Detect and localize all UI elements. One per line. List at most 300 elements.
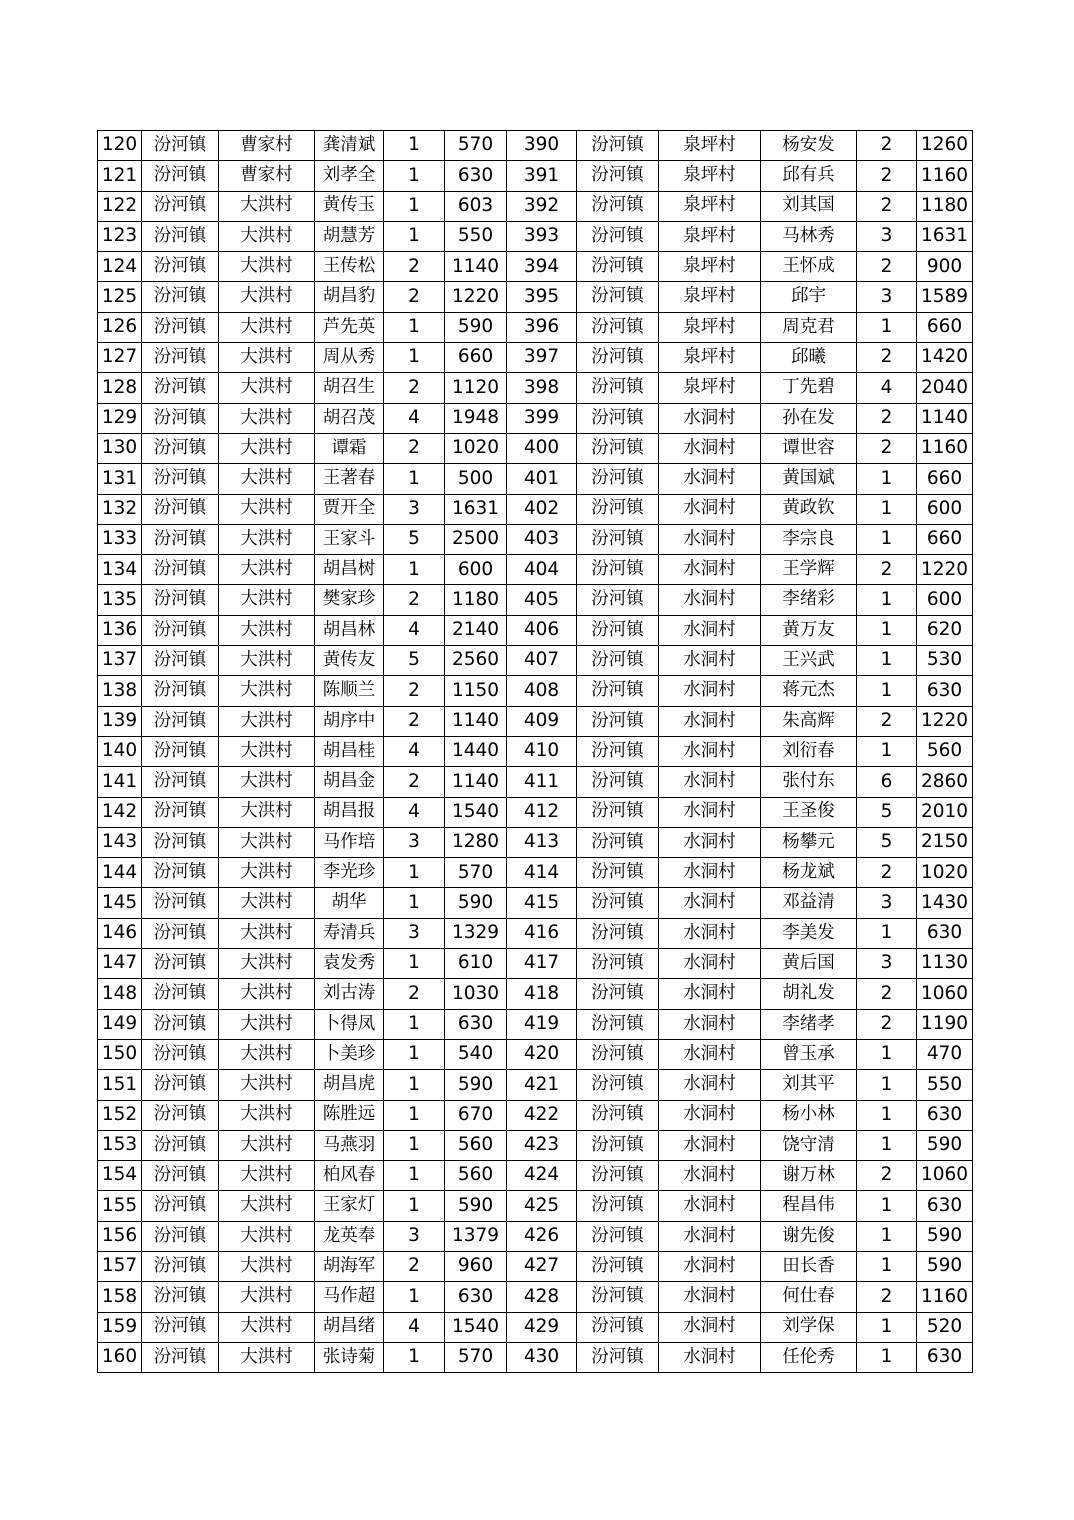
table-row (98, 312, 973, 342)
cell-town: 汾河镇 (577, 373, 659, 403)
cell-village: 大洪村 (219, 221, 315, 251)
table-row (98, 1191, 973, 1221)
cell-row-number: 130 (98, 433, 142, 463)
table-row (98, 252, 973, 282)
cell-town: 汾河镇 (577, 1100, 659, 1130)
cell-town: 汾河镇 (142, 646, 219, 676)
cell-amount: 600 (917, 494, 973, 524)
cell-amount: 500 (445, 464, 507, 494)
cell-amount: 620 (917, 615, 973, 645)
cell-village: 大洪村 (219, 888, 315, 918)
cell-name: 胡昌桂 (315, 736, 384, 766)
cell-household-count: 1 (384, 191, 445, 221)
cell-name: 马燕羽 (315, 1130, 384, 1160)
cell-village: 大洪村 (219, 615, 315, 645)
cell-household-count: 1 (857, 312, 917, 342)
cell-village: 水洞村 (659, 979, 761, 1009)
cell-household-count: 2 (857, 1009, 917, 1039)
cell-town: 汾河镇 (142, 555, 219, 585)
cell-row-number: 131 (98, 464, 142, 494)
cell-amount: 470 (917, 1039, 973, 1069)
cell-name: 胡昌树 (315, 555, 384, 585)
cell-village: 水洞村 (659, 918, 761, 948)
cell-village: 水洞村 (659, 1221, 761, 1251)
cell-name: 马作培 (315, 827, 384, 857)
cell-amount: 540 (445, 1039, 507, 1069)
table-row (98, 646, 973, 676)
cell-village: 大洪村 (219, 1161, 315, 1191)
cell-village: 水洞村 (659, 858, 761, 888)
cell-town: 汾河镇 (142, 464, 219, 494)
cell-amount: 1030 (445, 979, 507, 1009)
cell-household-count: 1 (857, 524, 917, 554)
cell-village: 水洞村 (659, 555, 761, 585)
cell-amount: 2010 (917, 797, 973, 827)
cell-town: 汾河镇 (577, 797, 659, 827)
cell-name: 贾开全 (315, 494, 384, 524)
cell-name: 孙在发 (761, 403, 857, 433)
cell-amount: 630 (445, 1282, 507, 1312)
cell-amount: 630 (917, 1191, 973, 1221)
cell-amount: 1220 (445, 282, 507, 312)
cell-row-number: 420 (507, 1039, 577, 1069)
cell-row-number: 158 (98, 1282, 142, 1312)
cell-village: 大洪村 (219, 282, 315, 312)
cell-town: 汾河镇 (577, 1161, 659, 1191)
cell-row-number: 160 (98, 1342, 142, 1372)
cell-amount: 630 (917, 918, 973, 948)
cell-name: 杨小林 (761, 1100, 857, 1130)
cell-village: 水洞村 (659, 1100, 761, 1130)
cell-town: 汾河镇 (142, 1070, 219, 1100)
cell-town: 汾河镇 (142, 1221, 219, 1251)
cell-household-count: 5 (384, 524, 445, 554)
table-row (98, 161, 973, 191)
cell-town: 汾河镇 (142, 524, 219, 554)
cell-name: 李光珍 (315, 858, 384, 888)
cell-town: 汾河镇 (577, 676, 659, 706)
cell-amount: 560 (445, 1130, 507, 1160)
cell-row-number: 150 (98, 1039, 142, 1069)
cell-row-number: 132 (98, 494, 142, 524)
cell-name: 刘其国 (761, 191, 857, 221)
cell-village: 水洞村 (659, 1009, 761, 1039)
cell-amount: 1060 (917, 1161, 973, 1191)
cell-household-count: 1 (857, 1039, 917, 1069)
cell-village: 水洞村 (659, 1251, 761, 1281)
cell-row-number: 123 (98, 221, 142, 251)
cell-village: 水洞村 (659, 524, 761, 554)
cell-name: 邱宇 (761, 282, 857, 312)
cell-row-number: 427 (507, 1251, 577, 1281)
cell-name: 李绪孝 (761, 1009, 857, 1039)
cell-amount: 900 (917, 252, 973, 282)
cell-village: 水洞村 (659, 676, 761, 706)
table-row (98, 524, 973, 554)
cell-row-number: 415 (507, 888, 577, 918)
cell-row-number: 417 (507, 949, 577, 979)
cell-town: 汾河镇 (577, 191, 659, 221)
cell-row-number: 128 (98, 373, 142, 403)
cell-name: 王家灯 (315, 1191, 384, 1221)
cell-town: 汾河镇 (142, 161, 219, 191)
cell-name: 李绪彩 (761, 585, 857, 615)
cell-household-count: 4 (384, 736, 445, 766)
cell-name: 马作超 (315, 1282, 384, 1312)
cell-town: 汾河镇 (577, 1221, 659, 1251)
cell-household-count: 2 (857, 1282, 917, 1312)
cell-row-number: 133 (98, 524, 142, 554)
cell-town: 汾河镇 (142, 949, 219, 979)
cell-household-count: 1 (857, 1251, 917, 1281)
cell-town: 汾河镇 (142, 252, 219, 282)
cell-town: 汾河镇 (577, 767, 659, 797)
cell-name: 丁先碧 (761, 373, 857, 403)
cell-amount: 1020 (917, 858, 973, 888)
cell-row-number: 145 (98, 888, 142, 918)
cell-amount: 660 (917, 524, 973, 554)
table-row (98, 1130, 973, 1160)
cell-household-count: 1 (384, 131, 445, 161)
cell-town: 汾河镇 (577, 585, 659, 615)
cell-town: 汾河镇 (142, 1039, 219, 1069)
cell-amount: 1260 (917, 131, 973, 161)
cell-row-number: 144 (98, 858, 142, 888)
cell-row-number: 156 (98, 1221, 142, 1251)
cell-row-number: 391 (507, 161, 577, 191)
table-row (98, 191, 973, 221)
cell-amount: 630 (445, 161, 507, 191)
cell-town: 汾河镇 (142, 433, 219, 463)
cell-name: 王怀成 (761, 252, 857, 282)
cell-amount: 590 (445, 1191, 507, 1221)
cell-village: 水洞村 (659, 403, 761, 433)
cell-household-count: 4 (857, 373, 917, 403)
cell-amount: 600 (445, 555, 507, 585)
cell-household-count: 1 (857, 1070, 917, 1100)
cell-village: 大洪村 (219, 524, 315, 554)
cell-row-number: 149 (98, 1009, 142, 1039)
cell-town: 汾河镇 (142, 797, 219, 827)
cell-town: 汾河镇 (577, 464, 659, 494)
cell-name: 张付东 (761, 767, 857, 797)
cell-town: 汾河镇 (142, 221, 219, 251)
cell-household-count: 2 (384, 676, 445, 706)
cell-household-count: 1 (384, 1100, 445, 1130)
table-row (98, 736, 973, 766)
cell-village: 大洪村 (219, 1221, 315, 1251)
table-row (98, 131, 973, 161)
cell-row-number: 406 (507, 615, 577, 645)
cell-village: 水洞村 (659, 1342, 761, 1372)
table-row (98, 373, 973, 403)
cell-amount: 630 (917, 676, 973, 706)
cell-household-count: 1 (857, 1100, 917, 1130)
cell-household-count: 1 (857, 646, 917, 676)
cell-row-number: 124 (98, 252, 142, 282)
cell-town: 汾河镇 (577, 736, 659, 766)
cell-village: 大洪村 (219, 736, 315, 766)
cell-village: 大洪村 (219, 676, 315, 706)
cell-household-count: 1 (384, 888, 445, 918)
table-row (98, 949, 973, 979)
cell-town: 汾河镇 (142, 1100, 219, 1130)
cell-household-count: 1 (857, 1342, 917, 1372)
table-row (98, 918, 973, 948)
cell-amount: 590 (917, 1130, 973, 1160)
cell-name: 田长香 (761, 1251, 857, 1281)
table-row (98, 221, 973, 251)
cell-row-number: 125 (98, 282, 142, 312)
cell-village: 水洞村 (659, 615, 761, 645)
cell-household-count: 1 (384, 161, 445, 191)
cell-household-count: 2 (857, 433, 917, 463)
cell-household-count: 2 (384, 706, 445, 736)
cell-row-number: 402 (507, 494, 577, 524)
cell-name: 程昌伟 (761, 1191, 857, 1221)
cell-town: 汾河镇 (142, 403, 219, 433)
cell-household-count: 6 (857, 767, 917, 797)
cell-name: 龚清斌 (315, 131, 384, 161)
table-row (98, 767, 973, 797)
cell-village: 大洪村 (219, 858, 315, 888)
cell-village: 大洪村 (219, 191, 315, 221)
cell-name: 谢万林 (761, 1161, 857, 1191)
cell-name: 谭世容 (761, 433, 857, 463)
cell-household-count: 1 (384, 1130, 445, 1160)
cell-amount: 660 (917, 312, 973, 342)
cell-household-count: 3 (384, 827, 445, 857)
cell-village: 水洞村 (659, 949, 761, 979)
cell-village: 水洞村 (659, 706, 761, 736)
cell-village: 大洪村 (219, 706, 315, 736)
cell-town: 汾河镇 (577, 1312, 659, 1342)
cell-row-number: 148 (98, 979, 142, 1009)
cell-town: 汾河镇 (577, 131, 659, 161)
cell-village: 大洪村 (219, 1130, 315, 1160)
cell-row-number: 151 (98, 1070, 142, 1100)
table-row (98, 1342, 973, 1372)
cell-amount: 1540 (445, 797, 507, 827)
cell-household-count: 1 (384, 1161, 445, 1191)
cell-village: 水洞村 (659, 433, 761, 463)
cell-household-count: 2 (857, 252, 917, 282)
cell-amount: 1140 (917, 403, 973, 433)
cell-amount: 610 (445, 949, 507, 979)
cell-amount: 1430 (917, 888, 973, 918)
cell-village: 泉坪村 (659, 191, 761, 221)
cell-amount: 1190 (917, 1009, 973, 1039)
cell-amount: 1440 (445, 736, 507, 766)
cell-household-count: 1 (384, 555, 445, 585)
cell-village: 泉坪村 (659, 343, 761, 373)
cell-village: 水洞村 (659, 827, 761, 857)
cell-row-number: 424 (507, 1161, 577, 1191)
cell-town: 汾河镇 (142, 191, 219, 221)
cell-village: 大洪村 (219, 373, 315, 403)
cell-village: 大洪村 (219, 494, 315, 524)
cell-village: 泉坪村 (659, 161, 761, 191)
cell-amount: 590 (445, 1070, 507, 1100)
cell-row-number: 135 (98, 585, 142, 615)
cell-town: 汾河镇 (142, 706, 219, 736)
cell-name: 黄后国 (761, 949, 857, 979)
cell-row-number: 401 (507, 464, 577, 494)
cell-town: 汾河镇 (142, 282, 219, 312)
cell-village: 曹家村 (219, 161, 315, 191)
cell-household-count: 1 (384, 312, 445, 342)
cell-household-count: 1 (857, 736, 917, 766)
cell-amount: 1160 (917, 161, 973, 191)
cell-name: 胡召生 (315, 373, 384, 403)
cell-row-number: 121 (98, 161, 142, 191)
cell-household-count: 1 (857, 676, 917, 706)
cell-row-number: 129 (98, 403, 142, 433)
cell-town: 汾河镇 (577, 979, 659, 1009)
cell-amount: 1120 (445, 373, 507, 403)
cell-village: 泉坪村 (659, 221, 761, 251)
cell-village: 泉坪村 (659, 312, 761, 342)
cell-town: 汾河镇 (142, 827, 219, 857)
cell-household-count: 2 (857, 403, 917, 433)
cell-household-count: 2 (384, 373, 445, 403)
cell-amount: 570 (445, 858, 507, 888)
cell-village: 大洪村 (219, 1100, 315, 1130)
cell-household-count: 1 (857, 585, 917, 615)
cell-amount: 1948 (445, 403, 507, 433)
cell-village: 大洪村 (219, 555, 315, 585)
table-row (98, 1221, 973, 1251)
cell-town: 汾河镇 (142, 1282, 219, 1312)
cell-village: 大洪村 (219, 1282, 315, 1312)
cell-row-number: 409 (507, 706, 577, 736)
cell-amount: 1540 (445, 1312, 507, 1342)
cell-town: 汾河镇 (577, 706, 659, 736)
cell-town: 汾河镇 (577, 1070, 659, 1100)
cell-household-count: 1 (857, 1312, 917, 1342)
cell-amount: 1140 (445, 767, 507, 797)
cell-town: 汾河镇 (577, 312, 659, 342)
cell-amount: 1150 (445, 676, 507, 706)
cell-name: 寿清兵 (315, 918, 384, 948)
cell-town: 汾河镇 (142, 343, 219, 373)
cell-name: 胡昌绪 (315, 1312, 384, 1342)
cell-village: 水洞村 (659, 797, 761, 827)
cell-town: 汾河镇 (577, 161, 659, 191)
cell-name: 蒋元杰 (761, 676, 857, 706)
cell-name: 胡昌报 (315, 797, 384, 827)
cell-row-number: 412 (507, 797, 577, 827)
cell-town: 汾河镇 (142, 131, 219, 161)
cell-village: 水洞村 (659, 767, 761, 797)
cell-name: 杨龙斌 (761, 858, 857, 888)
cell-name: 胡昌林 (315, 615, 384, 645)
cell-town: 汾河镇 (577, 1039, 659, 1069)
cell-name: 胡昌豹 (315, 282, 384, 312)
cell-row-number: 423 (507, 1130, 577, 1160)
cell-household-count: 1 (384, 949, 445, 979)
cell-name: 王学辉 (761, 555, 857, 585)
cell-amount: 630 (917, 1342, 973, 1372)
cell-village: 大洪村 (219, 918, 315, 948)
cell-amount: 570 (445, 131, 507, 161)
cell-amount: 2860 (917, 767, 973, 797)
cell-village: 水洞村 (659, 1282, 761, 1312)
cell-village: 水洞村 (659, 464, 761, 494)
cell-household-count: 1 (857, 1191, 917, 1221)
cell-row-number: 429 (507, 1312, 577, 1342)
cell-household-count: 5 (857, 827, 917, 857)
cell-village: 水洞村 (659, 1161, 761, 1191)
cell-village: 大洪村 (219, 979, 315, 1009)
cell-household-count: 2 (384, 252, 445, 282)
cell-name: 杨安发 (761, 131, 857, 161)
cell-name: 胡昌金 (315, 767, 384, 797)
table-row (98, 494, 973, 524)
table-row (98, 403, 973, 433)
cell-name: 周克君 (761, 312, 857, 342)
cell-name: 胡昌虎 (315, 1070, 384, 1100)
cell-row-number: 127 (98, 343, 142, 373)
cell-town: 汾河镇 (577, 1009, 659, 1039)
cell-row-number: 152 (98, 1100, 142, 1130)
cell-amount: 590 (445, 312, 507, 342)
cell-household-count: 2 (384, 1251, 445, 1281)
cell-row-number: 413 (507, 827, 577, 857)
cell-row-number: 139 (98, 706, 142, 736)
cell-name: 任伦秀 (761, 1342, 857, 1372)
cell-row-number: 120 (98, 131, 142, 161)
cell-household-count: 1 (384, 1342, 445, 1372)
cell-amount: 630 (445, 1009, 507, 1039)
data-table (97, 130, 973, 1373)
cell-row-number: 157 (98, 1251, 142, 1281)
table-row (98, 1282, 973, 1312)
cell-town: 汾河镇 (142, 918, 219, 948)
cell-village: 水洞村 (659, 1070, 761, 1100)
cell-row-number: 154 (98, 1161, 142, 1191)
cell-household-count: 2 (384, 979, 445, 1009)
cell-village: 泉坪村 (659, 252, 761, 282)
cell-town: 汾河镇 (577, 1130, 659, 1160)
cell-household-count: 1 (384, 221, 445, 251)
cell-amount: 1020 (445, 433, 507, 463)
cell-row-number: 392 (507, 191, 577, 221)
table-row (98, 1009, 973, 1039)
cell-household-count: 1 (384, 1070, 445, 1100)
cell-household-count: 4 (384, 615, 445, 645)
cell-household-count: 2 (857, 979, 917, 1009)
cell-row-number: 399 (507, 403, 577, 433)
cell-name: 胡华 (315, 888, 384, 918)
cell-household-count: 4 (384, 797, 445, 827)
cell-village: 大洪村 (219, 1342, 315, 1372)
cell-village: 泉坪村 (659, 282, 761, 312)
cell-household-count: 3 (857, 221, 917, 251)
cell-village: 泉坪村 (659, 131, 761, 161)
cell-name: 邓益清 (761, 888, 857, 918)
cell-household-count: 2 (857, 161, 917, 191)
cell-name: 樊家珍 (315, 585, 384, 615)
cell-town: 汾河镇 (577, 1251, 659, 1281)
cell-row-number: 398 (507, 373, 577, 403)
cell-household-count: 1 (857, 615, 917, 645)
cell-household-count: 1 (384, 1282, 445, 1312)
cell-town: 汾河镇 (142, 858, 219, 888)
cell-village: 水洞村 (659, 1130, 761, 1160)
cell-town: 汾河镇 (577, 282, 659, 312)
cell-town: 汾河镇 (142, 979, 219, 1009)
